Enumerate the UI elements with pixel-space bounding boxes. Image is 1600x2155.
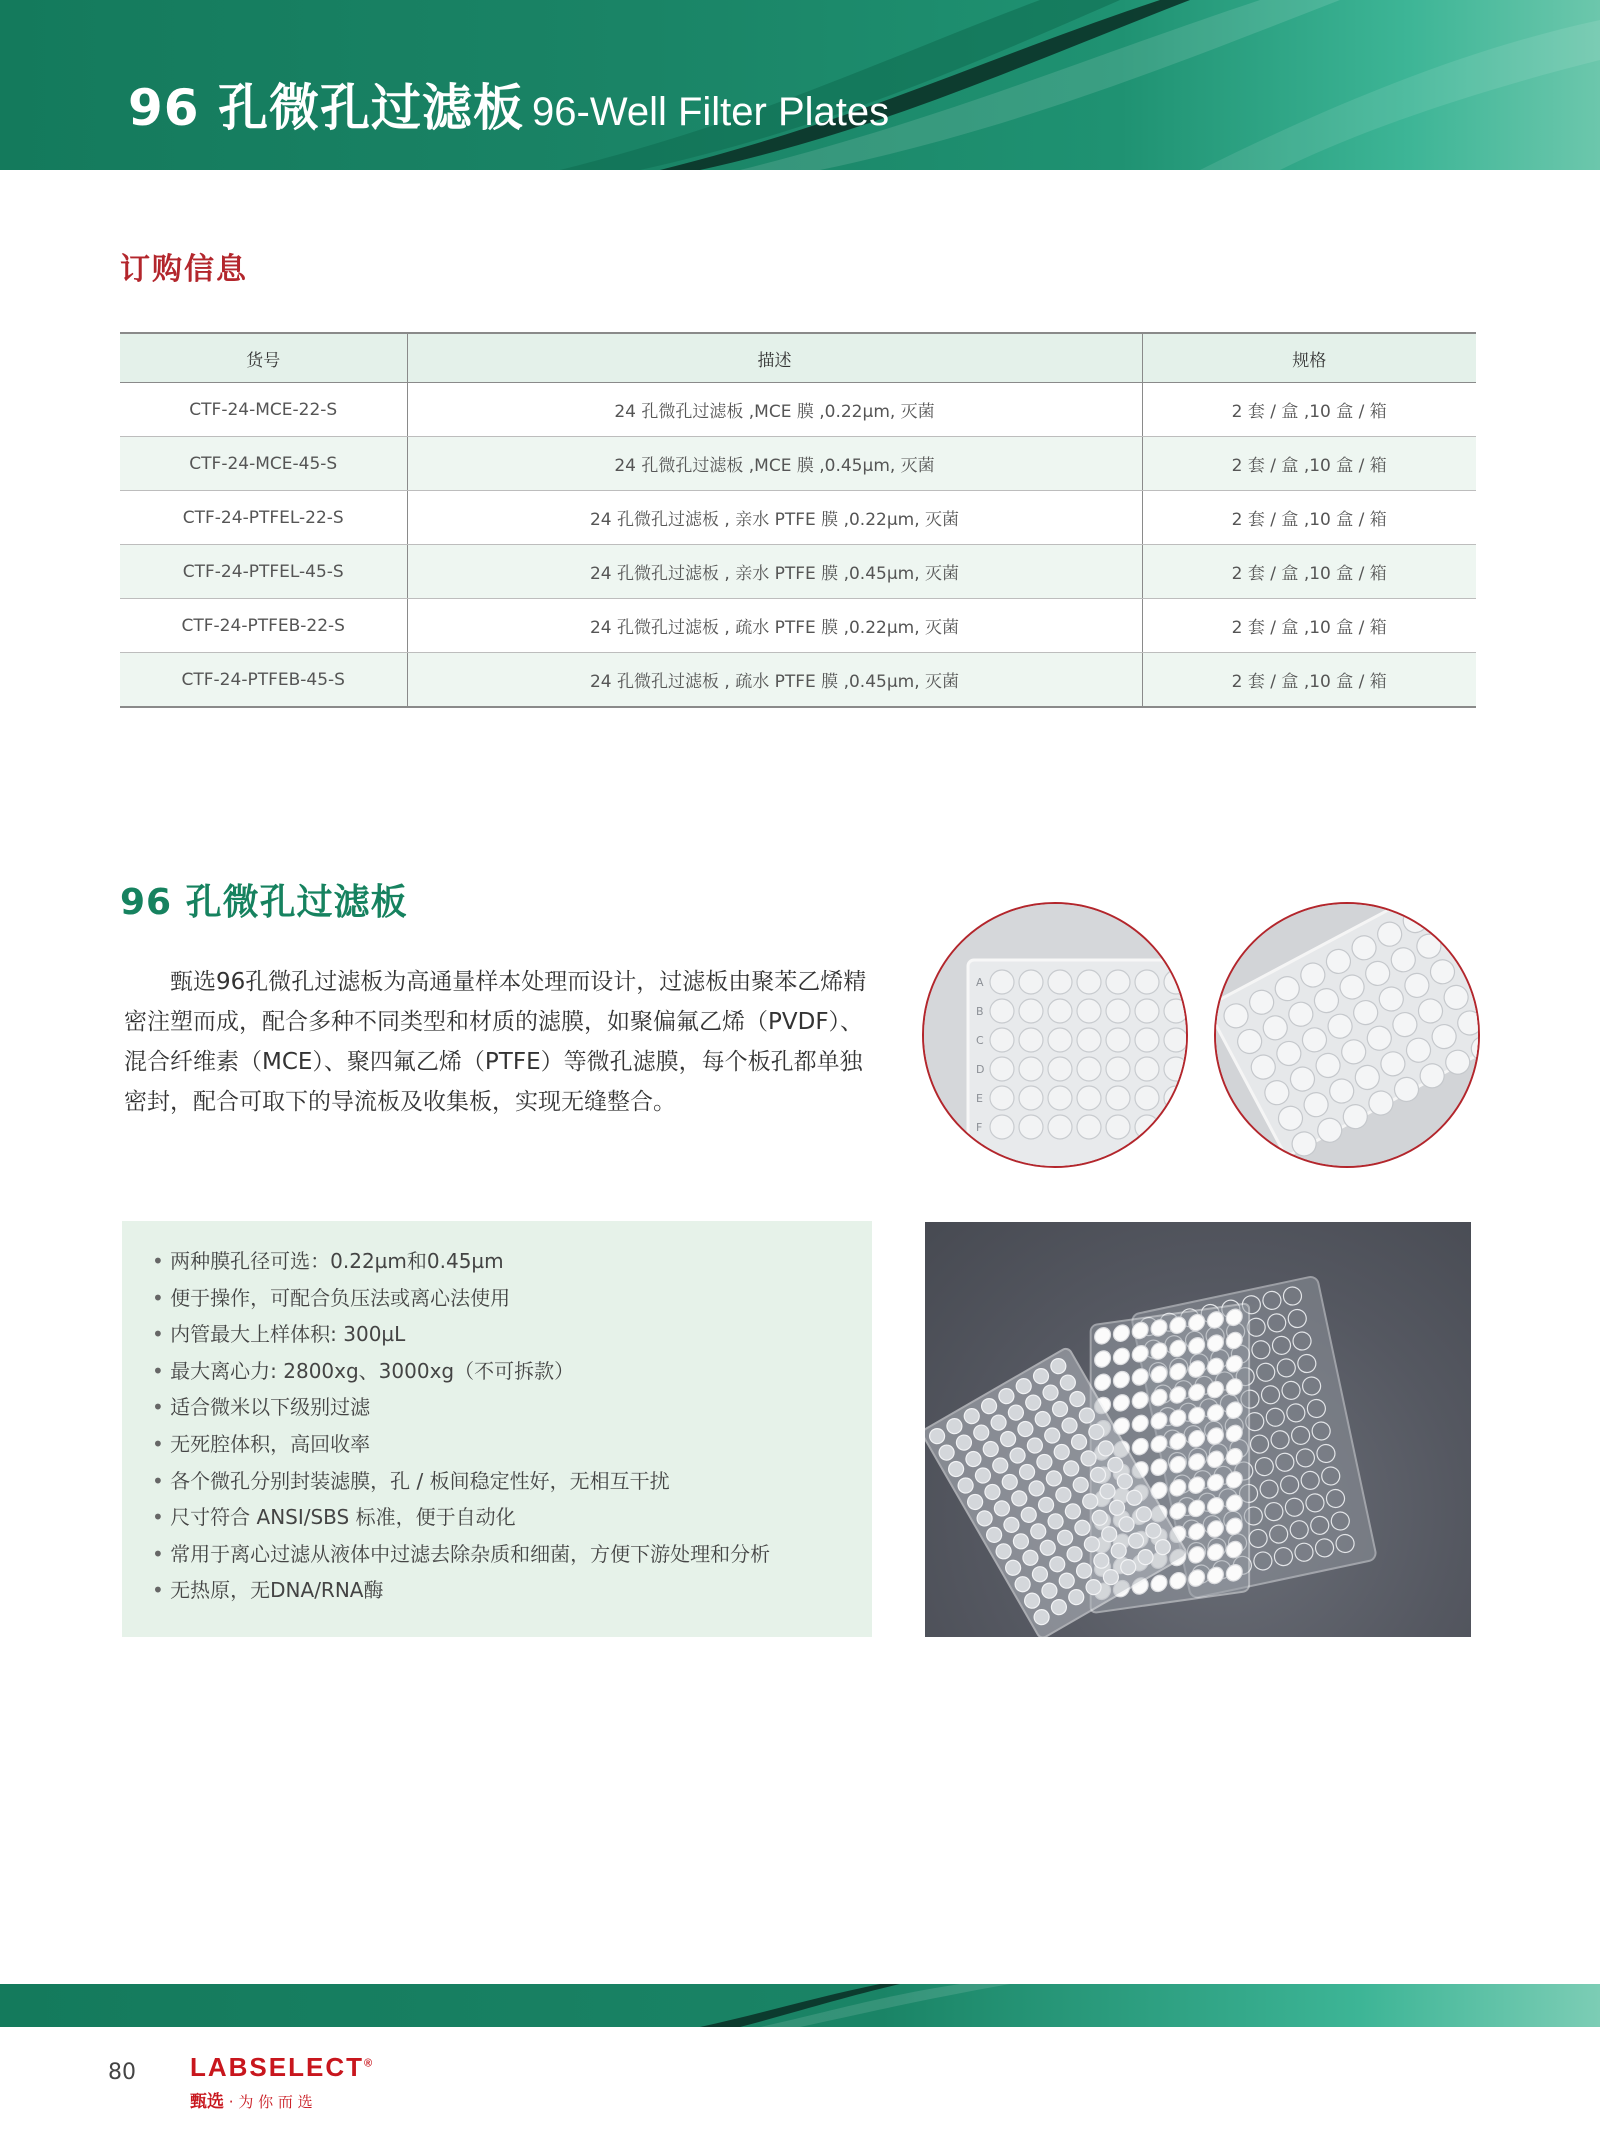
plate-well bbox=[1164, 970, 1186, 994]
plate-well bbox=[1077, 970, 1101, 994]
page-title-en: 96-Well Filter Plates bbox=[532, 90, 890, 134]
table-row bbox=[120, 545, 1476, 599]
feature-item: • 无死腔体积，高回收率 bbox=[152, 1426, 872, 1463]
plate-well bbox=[1077, 1115, 1101, 1139]
cell-description: 24 孔微孔过滤板 , 疏水 PTFE 膜 ,0.22µm, 灭菌 bbox=[407, 599, 1142, 653]
cell-description: 24 孔微孔过滤板 ,MCE 膜 ,0.45µm, 灭菌 bbox=[407, 437, 1142, 491]
plate-well bbox=[1019, 1115, 1043, 1139]
table-row bbox=[120, 437, 1476, 491]
labselect-logo bbox=[190, 2052, 374, 2112]
product-photo bbox=[925, 1222, 1471, 1637]
plate-well bbox=[990, 1115, 1014, 1139]
table-row bbox=[120, 653, 1476, 708]
cell-spec: 2 套 / 盒 ,10 盒 / 箱 bbox=[1142, 383, 1476, 437]
ordering-section-title: 订购信息 bbox=[120, 252, 248, 287]
feature-item: • 无热原，无DNA/RNA酶 bbox=[152, 1572, 872, 1609]
plate-well bbox=[1164, 999, 1186, 1023]
plate-well bbox=[1164, 1028, 1186, 1052]
cell-spec: 2 套 / 盒 ,10 盒 / 箱 bbox=[1142, 437, 1476, 491]
table-row bbox=[120, 491, 1476, 545]
cell-spec: 2 套 / 盒 ,10 盒 / 箱 bbox=[1142, 653, 1476, 708]
page-title bbox=[128, 68, 889, 140]
plate-well bbox=[1106, 1057, 1130, 1081]
logo-text: LABSELECT bbox=[190, 2052, 364, 2082]
plate-well bbox=[1135, 1086, 1159, 1110]
ordering-table bbox=[120, 332, 1476, 708]
plate-well bbox=[1106, 1028, 1130, 1052]
logo-tagline bbox=[190, 2087, 374, 2112]
plate-well bbox=[1135, 1057, 1159, 1081]
cell-description: 24 孔微孔过滤板 , 亲水 PTFE 膜 ,0.45µm, 灭菌 bbox=[407, 545, 1142, 599]
cell-description: 24 孔微孔过滤板 , 疏水 PTFE 膜 ,0.45µm, 灭菌 bbox=[407, 653, 1142, 708]
cell-item-no: CTF-24-PTFEL-45-S bbox=[120, 545, 407, 599]
row-letter: E bbox=[976, 1092, 983, 1105]
plate-well bbox=[1425, 904, 1457, 923]
plate-closeup-graphic-1 bbox=[924, 904, 1186, 1166]
table-row bbox=[120, 383, 1476, 437]
header-banner bbox=[0, 0, 1600, 170]
cell-item-no: CTF-24-PTFEL-22-S bbox=[120, 491, 407, 545]
row-letter: C bbox=[976, 1034, 984, 1047]
plate-closeup-graphic-2 bbox=[1216, 904, 1478, 1166]
plate-well bbox=[1077, 1028, 1101, 1052]
plate-well bbox=[1164, 1086, 1186, 1110]
plate-well bbox=[1106, 970, 1130, 994]
plate-well bbox=[990, 970, 1014, 994]
logo-registered-mark: ® bbox=[364, 2057, 375, 2070]
plate-well bbox=[990, 1028, 1014, 1052]
plate-well bbox=[1077, 1086, 1101, 1110]
plate-well bbox=[1048, 1057, 1072, 1081]
plate-well bbox=[1019, 999, 1043, 1023]
row-letter: D bbox=[976, 1063, 985, 1076]
features-list bbox=[122, 1221, 872, 1609]
feature-item: • 常用于离心过滤从液体中过滤去除杂质和细菌，方便下游处理和分析 bbox=[152, 1536, 872, 1573]
plate-well bbox=[990, 1086, 1014, 1110]
plate-well bbox=[1135, 970, 1159, 994]
plate-closeup-photo-2 bbox=[1214, 902, 1480, 1168]
plate-well bbox=[1019, 1028, 1043, 1052]
feature-item: • 尺寸符合 ANSI/SBS 标准，便于自动化 bbox=[152, 1499, 872, 1536]
plate-well bbox=[1135, 999, 1159, 1023]
cell-item-no: CTF-24-PTFEB-22-S bbox=[120, 599, 407, 653]
cell-item-no: CTF-24-MCE-45-S bbox=[120, 437, 407, 491]
plate-well bbox=[1106, 1086, 1130, 1110]
table-row bbox=[120, 599, 1476, 653]
feature-item: • 内管最大上样体积: 300µL bbox=[152, 1316, 872, 1353]
plate-well bbox=[1048, 999, 1072, 1023]
feature-item: • 两种膜孔径可选：0.22µm和0.45µm bbox=[152, 1243, 872, 1280]
plate-well bbox=[990, 1057, 1014, 1081]
feature-item: • 最大离心力: 2800xg、3000xg（不可拆款） bbox=[152, 1353, 872, 1390]
row-letter: F bbox=[976, 1121, 983, 1134]
cell-spec: 2 套 / 盒 ,10 盒 / 箱 bbox=[1142, 491, 1476, 545]
cell-description: 24 孔微孔过滤板 , 亲水 PTFE 膜 ,0.22µm, 灭菌 bbox=[407, 491, 1142, 545]
plate-well bbox=[990, 999, 1014, 1023]
plate-well bbox=[1438, 916, 1470, 948]
plate-well bbox=[1048, 1115, 1072, 1139]
plate-well bbox=[1106, 1115, 1130, 1139]
product-intro-paragraph: 甄选96孔微孔过滤板为高通量样本处理而设计，过滤板由聚苯乙烯精密注塑而成，配合多种不同类型和材质的滤膜，如聚偏氟乙烯（PVDF）、混合纤维素（MCE）、聚四氟乙烯（PTFE）等微孔滤膜，每个板孔都单独密封，配合可取下的导流板及收集板，实现无缝整合。 bbox=[124, 969, 867, 1115]
page-title-zh: 96 孔微孔过滤板 bbox=[128, 79, 524, 137]
cell-spec: 2 套 / 盒 ,10 盒 / 箱 bbox=[1142, 599, 1476, 653]
plate-well bbox=[1048, 1086, 1072, 1110]
plate-well bbox=[1077, 999, 1101, 1023]
plate-well bbox=[1019, 1086, 1043, 1110]
plate-well bbox=[1048, 1028, 1072, 1052]
row-letter: A bbox=[976, 976, 984, 989]
plate-well bbox=[1135, 1028, 1159, 1052]
plate-well bbox=[1019, 1057, 1043, 1081]
plate-well bbox=[1048, 970, 1072, 994]
logo-slogan: · 为 你 而 选 bbox=[228, 2093, 313, 2111]
features-box bbox=[122, 1221, 872, 1637]
feature-item: • 各个微孔分别封装滤膜，孔 / 板间稳定性好，无相互干扰 bbox=[152, 1463, 872, 1500]
cell-item-no: CTF-24-PTFEB-45-S bbox=[120, 653, 407, 708]
feature-item: • 便于操作，可配合负压法或离心法使用 bbox=[152, 1280, 872, 1317]
cell-description: 24 孔微孔过滤板 ,MCE 膜 ,0.22µm, 灭菌 bbox=[407, 383, 1142, 437]
logo-wordmark bbox=[190, 2052, 374, 2083]
cell-item-no: CTF-24-MCE-22-S bbox=[120, 383, 407, 437]
plate-well bbox=[1135, 1115, 1159, 1139]
table-header-row bbox=[120, 333, 1476, 383]
feature-item: • 适合微米以下级别过滤 bbox=[152, 1389, 872, 1426]
plate-well bbox=[1164, 1057, 1186, 1081]
column-header-spec: 规格 bbox=[1142, 333, 1476, 383]
column-header-item-no: 货号 bbox=[120, 333, 407, 383]
product-section-title: 96 孔微孔过滤板 bbox=[120, 882, 408, 923]
footer-band bbox=[0, 1984, 1600, 2027]
logo-cn: 甄选 bbox=[190, 2092, 224, 2112]
plate-well bbox=[1164, 1115, 1186, 1139]
product-photo-graphic bbox=[925, 1222, 1471, 1637]
plate-closeup-photo-1 bbox=[922, 902, 1188, 1168]
plate-well bbox=[1077, 1057, 1101, 1081]
cell-spec: 2 套 / 盒 ,10 盒 / 箱 bbox=[1142, 545, 1476, 599]
plate-well bbox=[1019, 970, 1043, 994]
footer-swoosh-decoration bbox=[0, 1984, 1600, 2027]
column-header-description: 描述 bbox=[407, 333, 1142, 383]
plate-well bbox=[1106, 999, 1130, 1023]
row-letter: B bbox=[976, 1005, 984, 1018]
page-number: 80 bbox=[108, 2060, 136, 2085]
